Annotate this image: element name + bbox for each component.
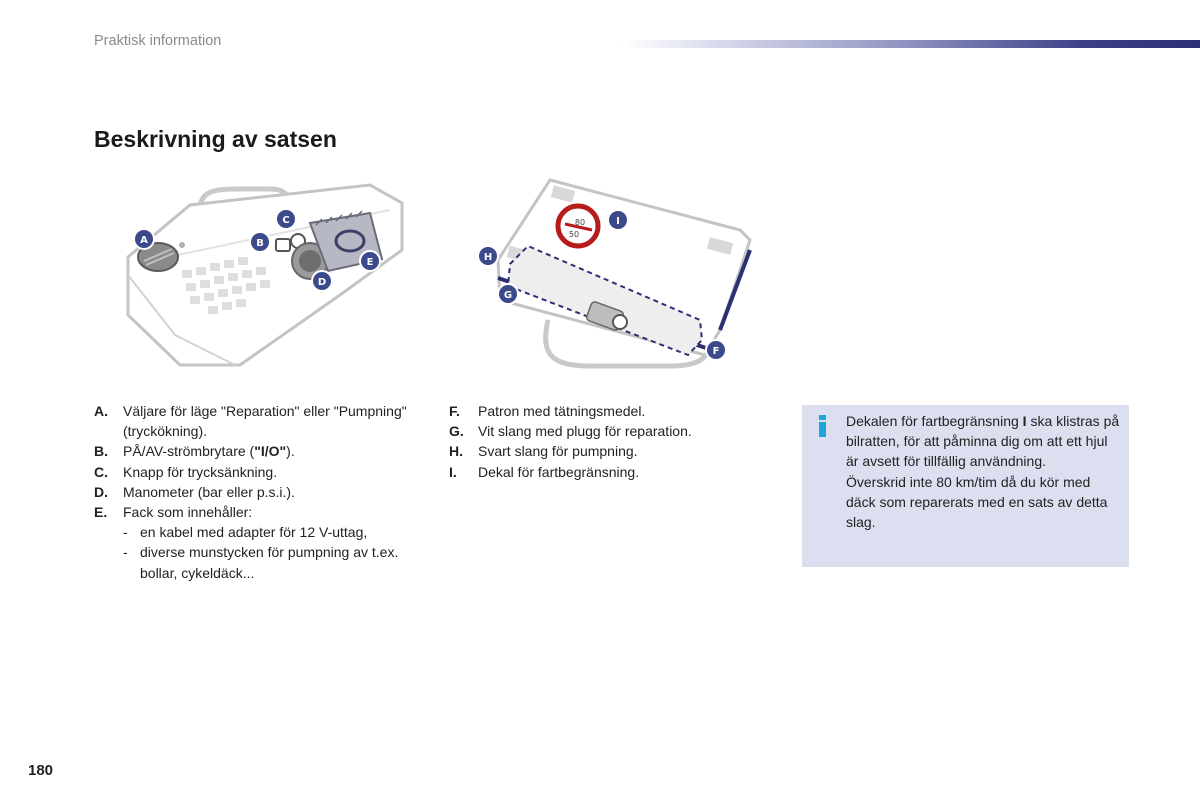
speed-sign-50: 50 — [568, 230, 580, 239]
header-gradient-bar — [622, 40, 1200, 48]
legend-text-pre: PÅ/AV-strömbrytare ( — [123, 443, 255, 460]
legend-text — [123, 441, 414, 461]
badge-i-marker — [608, 210, 628, 230]
legend-text: Vit slang med plugg för reparation. — [478, 423, 692, 440]
list-item — [123, 522, 414, 542]
badge-f-marker — [706, 340, 726, 360]
legend-item-h — [449, 441, 769, 461]
note-sticker-label: I — [1022, 413, 1027, 429]
switch-label-io: "I/O" — [254, 443, 287, 460]
legend-key: H. — [449, 443, 463, 460]
legend-item-b — [94, 441, 414, 461]
list-item — [123, 542, 414, 582]
legend-text: Knapp för trycksänkning. — [123, 463, 278, 480]
speed-sign-80: 80 — [574, 218, 586, 227]
repair-kit-bottom-illustration — [470, 170, 770, 385]
badge-b: B — [256, 238, 264, 249]
legend-key: I. — [449, 463, 457, 480]
badge-c: C — [282, 215, 290, 226]
note-paragraph-2: Överskrid inte 80 km/tim då du kör med däck som reparerats med en sats av detta slag. — [846, 473, 1108, 531]
info-icon — [819, 415, 826, 437]
badge-i: I — [616, 216, 620, 227]
legend-key: B. — [94, 443, 108, 460]
list-item-text: en kabel med adapter för 12 V-uttag, — [140, 524, 368, 541]
compartment-contents-list — [123, 522, 414, 583]
info-note-box — [802, 405, 1129, 567]
legend-key: F. — [449, 403, 460, 419]
badge-g: G — [503, 290, 513, 301]
legend-item-e — [94, 502, 414, 583]
legend-text: Manometer (bar eller p.s.i.). — [123, 483, 295, 500]
page-number: 180 — [28, 762, 54, 779]
legend-text-post: ). — [286, 443, 295, 460]
component-legend-left — [94, 401, 414, 583]
info-note-text — [846, 411, 1121, 532]
legend-text: Väljare för läge "Reparation" eller "Pumpning" (tryckökning). — [123, 403, 407, 440]
legend-key: G. — [449, 423, 464, 440]
legend-text: Patron med tätningsmedel. — [478, 403, 646, 419]
badge-h-marker — [478, 246, 498, 266]
legend-key: D. — [94, 483, 108, 500]
legend-item-c — [94, 462, 414, 482]
legend-item-d — [94, 482, 414, 502]
legend-key: C. — [94, 463, 108, 480]
legend-item-i — [449, 462, 769, 482]
badge-h: H — [483, 252, 493, 263]
legend-text: Svart slang för pumpning. — [478, 443, 638, 460]
legend-item-f — [449, 401, 769, 421]
badge-f: F — [712, 346, 720, 357]
badge-e-marker — [360, 251, 380, 271]
legend-item-g — [449, 421, 769, 441]
note-text-post: ska klistras på bilratten, för att påminna dig om att ett hjul är avsett för tillfällig användning. — [846, 413, 1120, 470]
badge-e: E — [366, 257, 374, 268]
note-paragraph-1 — [846, 411, 1121, 472]
badge-c-marker — [276, 209, 296, 229]
badge-a-marker — [134, 229, 154, 249]
section-header: Praktisk information — [94, 33, 222, 49]
list-item-text: diverse munstycken för pumpning av t.ex. bollar, cykeldäck... — [140, 544, 399, 581]
list-dash: - — [123, 524, 128, 541]
badge-g-marker — [498, 284, 518, 304]
legend-text: Fack som innehåller: — [123, 504, 253, 521]
badge-d-marker — [312, 271, 332, 291]
badge-a: A — [140, 235, 148, 246]
list-dash: - — [123, 544, 128, 561]
legend-key: E. — [94, 504, 108, 521]
component-legend-right — [449, 401, 769, 482]
repair-kit-top-illustration — [120, 175, 410, 375]
note-text-pre: Dekalen för fartbegränsning — [846, 413, 1023, 429]
legend-item-a — [94, 401, 414, 441]
legend-text: Dekal för fartbegränsning. — [478, 463, 640, 480]
page-title: Beskrivning av satsen — [94, 126, 337, 152]
badge-b-marker — [250, 232, 270, 252]
badge-d: D — [317, 277, 327, 288]
legend-key: A. — [94, 403, 108, 419]
legend-text-block — [123, 502, 414, 583]
